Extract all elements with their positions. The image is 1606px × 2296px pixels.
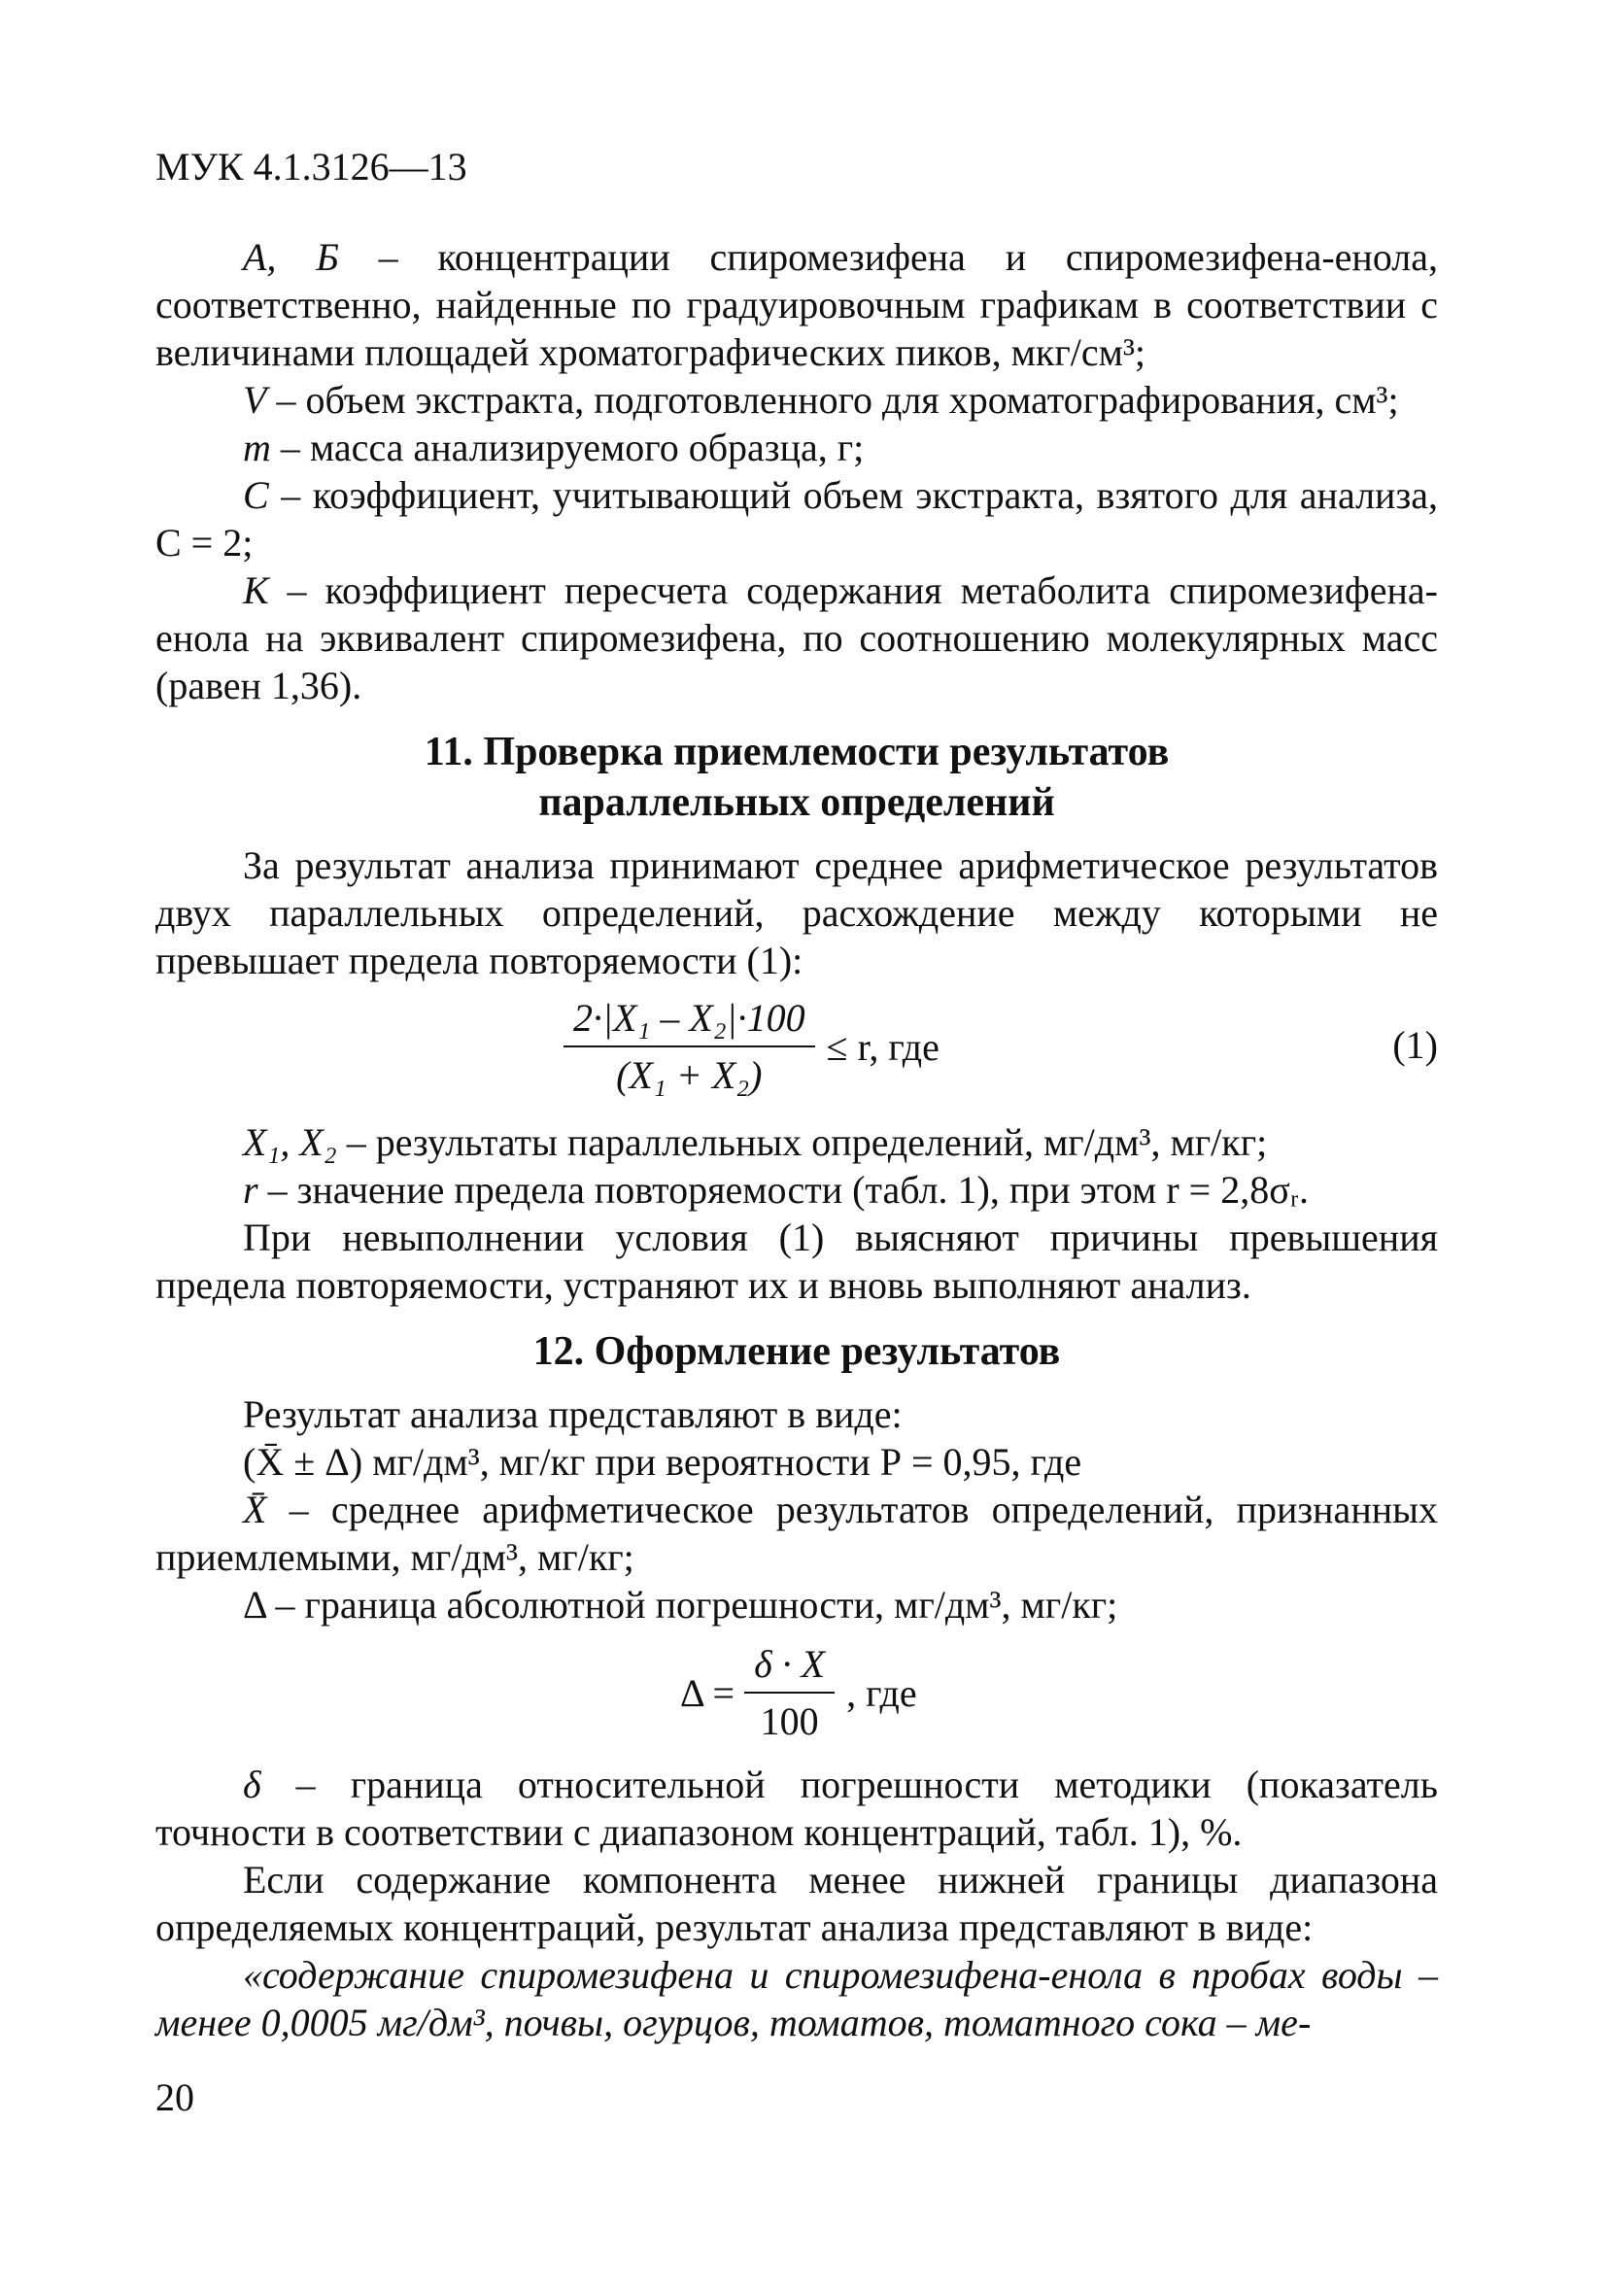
definition-text: – среднее арифметическое результатов определений, признанных приемлемыми, мг/дм³, мг/кг;	[155, 1488, 1438, 1579]
formula-1-fraction	[564, 994, 815, 1099]
section-11-closing: При невыполнении условия (1) выясняют причины превышения предела повторяемости, устраняют их и вновь выполняют анализ.	[155, 1216, 1438, 1307]
definition-var: V	[243, 378, 267, 422]
definition-a-b	[155, 233, 1438, 376]
definition-c	[155, 471, 1438, 566]
definition-m	[155, 424, 1438, 471]
definition-text: – объем экстракта, подготовленного для хроматографирования, см³;	[266, 378, 1399, 422]
page-number: 20	[155, 2075, 194, 2119]
section-12-italic-paragraph: «содержание спиромезифена и спиромезифена-енола в пробах воды – менее 0,0005 мг/дм³, почвы, огурцов, томатов, томатного сока – ме-	[155, 1953, 1438, 2044]
definition-text: – масса анализируемого образца, г;	[270, 426, 865, 469]
definition-var: С	[243, 473, 269, 517]
definition-xbar	[155, 1486, 1438, 1581]
definition-var: К	[243, 568, 269, 612]
definition-var: δ	[243, 1763, 261, 1806]
definition-text: – результаты параллельных определений, мг/дм³, мг/кг;	[336, 1120, 1268, 1164]
definition-text: – концентрации спиромезифена и спиромезифена-енола, соответственно, найденные по градуировочным графикам в соответствии с величинами площадей хроматографических пиков, мкг/см³;	[155, 235, 1438, 374]
formula-delta	[155, 1634, 1438, 1751]
formula-1	[155, 988, 1438, 1105]
section-11-title-line2: параллельных определений	[538, 780, 1055, 825]
definition-k	[155, 566, 1438, 709]
definition-delta: Δ – граница абсолютной погрешности, мг/дм³, мг/кг;	[243, 1583, 1118, 1627]
formula-delta-denominator: 100	[760, 1699, 819, 1743]
section-11-heading	[155, 727, 1438, 828]
definition-text: – граница относительной погрешности методики (показатель точности в соответствии с диапазоном концентраций, табл. 1), %.	[155, 1763, 1438, 1854]
document-code-header: МУК 4.1.3126—13	[155, 145, 467, 188]
formula-1-rhs: ≤ r, где	[826, 1024, 940, 1069]
section-12-heading: 12. Оформление результатов	[532, 1329, 1061, 1374]
section-12-if-paragraph: Если содержание компонента менее нижней границы диапазона определяемых концентраций, результат анализа представляют в виде:	[155, 1858, 1438, 1949]
formula-1-numerator: 2·|X₁ – X₂|·100	[564, 994, 815, 1047]
definition-var: r	[243, 1168, 258, 1212]
definition-text: – значение предела повторяемости (табл. 1), при этом r = 2,8σᵣ.	[257, 1168, 1309, 1212]
definition-delta-rel	[155, 1761, 1438, 1856]
formula-1-body	[564, 988, 940, 1105]
definition-text: – коэффициент пересчета содержания метаболита спиромезифена-енола на эквивалент спиромезифена, по соотношению молекулярных масс (равен 1,36).	[155, 568, 1438, 707]
definition-x1-x2	[155, 1118, 1438, 1166]
formula-delta-lhs: Δ =	[680, 1670, 735, 1715]
definition-r	[155, 1166, 1438, 1214]
definition-var: X₁, X₂	[243, 1120, 337, 1164]
definition-var: m	[243, 426, 271, 469]
definition-text: – коэффициент, учитывающий объем экстракта, взятого для анализа, С = 2;	[155, 473, 1438, 565]
formula-1-denominator: (X₁ + X₂)	[616, 1053, 763, 1097]
definition-var: X̄	[243, 1488, 267, 1531]
page-content	[155, 233, 1438, 2046]
section-12-line1: Результат анализа представляют в виде:	[243, 1392, 903, 1436]
formula-1-number: (1)	[1392, 1023, 1438, 1067]
section-11-title-line1: 11. Проверка приемлемости результатов	[424, 730, 1170, 774]
formula-delta-numerator: δ · X	[744, 1640, 835, 1694]
section-12-line2: (X̄ ± Δ) мг/дм³, мг/кг при вероятности Р = 0,95, где	[243, 1440, 1082, 1484]
definition-v	[155, 376, 1438, 424]
definition-var: А, Б	[243, 235, 339, 279]
formula-delta-rhs: , где	[846, 1670, 917, 1715]
formula-delta-fraction	[744, 1640, 835, 1745]
section-11-intro: За результат анализа принимают среднее арифметическое результатов двух параллельных определений, расхождение между которыми не превышает предела повторяемости (1):	[155, 843, 1438, 982]
formula-delta-body	[680, 1634, 917, 1751]
